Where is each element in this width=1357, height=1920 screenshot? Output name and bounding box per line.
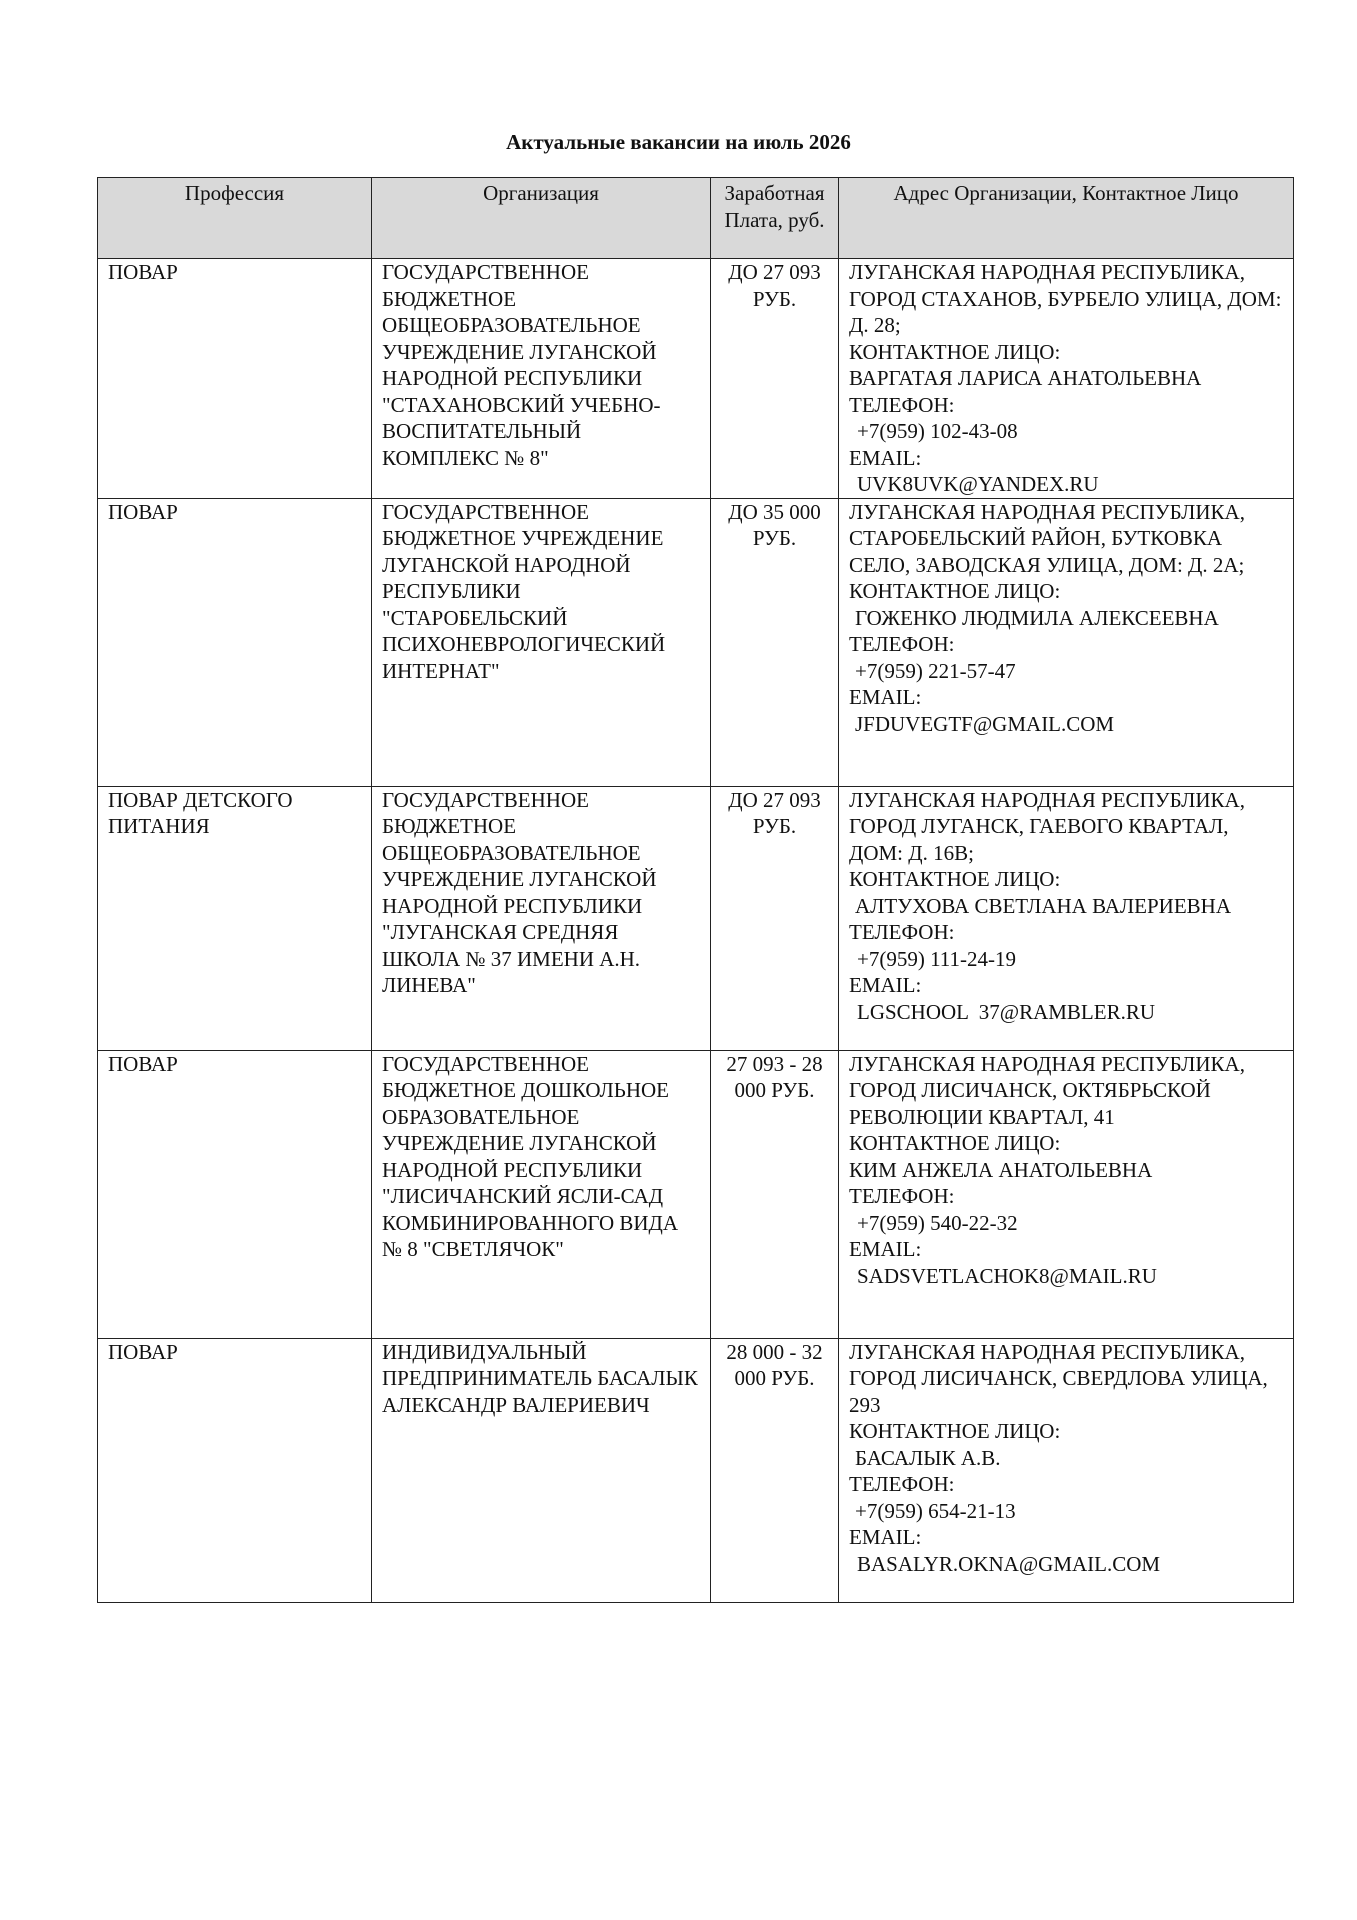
phone-label: ТЕЛЕФОН: xyxy=(849,632,955,656)
phone-label: ТЕЛЕФОН: xyxy=(849,392,955,417)
table-row xyxy=(98,1050,1294,1338)
contact-person: ВАРГАТАЯ ЛАРИСА АНАТОЛЬЕВНА xyxy=(849,366,1202,390)
email-label: EMAIL: xyxy=(849,445,922,470)
phone-number: +7(959) 540-22-32 xyxy=(857,1210,1018,1235)
cell-salary: 27 093 - 28 000 РУБ. xyxy=(711,1050,839,1338)
contact-label: КОНТАКТНОЕ ЛИЦО: xyxy=(849,1131,1061,1155)
table-row xyxy=(98,1338,1294,1602)
cell-organization: ГОСУДАРСТВЕННОЕ БЮДЖЕТНОЕ ДОШКОЛЬНОЕ ОБРАЗОВАТЕЛЬНОЕ УЧРЕЖДЕНИЕ ЛУГАНСКОЙ НАРОДНОЙ РЕСПУБЛИКИ "ЛИСИЧАНСКИЙ ЯСЛИ-САД КОМБИНИРОВАННОГО ВИДА № 8 "СВЕТЛЯЧОК" xyxy=(372,1050,711,1338)
phone-number: +7(959) 102-43-08 xyxy=(857,419,1018,443)
email-label: EMAIL: xyxy=(849,1237,922,1261)
cell-address-contact xyxy=(839,786,1294,1050)
address-text: ЛУГАНСКАЯ НАРОДНАЯ РЕСПУБЛИКА, ГОРОД СТАХАНОВ, БУРБЕЛО УЛИЦА, ДОМ: Д. 28; xyxy=(849,260,1282,337)
cell-salary: ДО 27 093 РУБ. xyxy=(711,786,839,1050)
column-header-organization: Организация xyxy=(372,178,711,259)
table-row xyxy=(98,786,1294,1050)
email-address: LGSCHOOL 37@RAMBLER.RU xyxy=(857,999,1155,1024)
cell-profession: ПОВАР xyxy=(98,498,372,786)
cell-profession: ПОВАР ДЕТСКОГО ПИТАНИЯ xyxy=(98,786,372,1050)
contact-label: КОНТАКТНОЕ ЛИЦО: xyxy=(849,579,1061,603)
phone-label: ТЕЛЕФОН: xyxy=(849,1472,955,1496)
address-text: ЛУГАНСКАЯ НАРОДНАЯ РЕСПУБЛИКА, ГОРОД ЛИСИЧАНСК, СВЕРДЛОВА УЛИЦА, 293 xyxy=(849,1339,1268,1417)
table-row xyxy=(98,498,1294,786)
email-address: UVK8UVK@YANDEX.RU xyxy=(857,472,1099,496)
contact-person: БАСАЛЫК А.В. xyxy=(855,1445,1001,1470)
address-text: ЛУГАНСКАЯ НАРОДНАЯ РЕСПУБЛИКА, ГОРОД ЛИСИЧАНСК, ОКТЯБРЬСКОЙ РЕВОЛЮЦИИ КВАРТАЛ, 41 xyxy=(849,1051,1245,1129)
phone-label: ТЕЛЕФОН: xyxy=(849,920,955,944)
email-address: BASALYR.OKNA@GMAIL.COM xyxy=(857,1551,1161,1576)
cell-salary: ДО 27 093 РУБ. xyxy=(711,259,839,499)
email-address: JFDUVEGTF@GMAIL.COM xyxy=(855,711,1115,736)
cell-address-contact xyxy=(839,259,1294,499)
contact-person: АЛТУХОВА СВЕТЛАНА ВАЛЕРИЕВНА xyxy=(855,893,1232,918)
column-header-profession: Профессия xyxy=(98,178,372,259)
phone-label: ТЕЛЕФОН: xyxy=(849,1184,955,1208)
column-header-salary: Заработная Плата, руб. xyxy=(711,178,839,259)
email-label: EMAIL: xyxy=(849,685,922,709)
cell-profession: ПОВАР xyxy=(98,1338,372,1602)
address-text: ЛУГАНСКАЯ НАРОДНАЯ РЕСПУБЛИКА, ГОРОД ЛУГАНСК, ГАЕВОГО КВАРТАЛ, ДОМ: Д. 16В; xyxy=(849,787,1245,865)
email-label: EMAIL: xyxy=(849,973,922,997)
email-address: SADSVETLACHOK8@MAIL.RU xyxy=(857,1263,1157,1288)
cell-profession: ПОВАР xyxy=(98,1050,372,1338)
contact-label: КОНТАКТНОЕ ЛИЦО: xyxy=(849,867,1061,891)
column-header-address: Адрес Организации, Контактное Лицо xyxy=(839,178,1294,259)
cell-organization: ГОСУДАРСТВЕННОЕ БЮДЖЕТНОЕ ОБЩЕОБРАЗОВАТЕЛЬНОЕ УЧРЕЖДЕНИЕ ЛУГАНСКОЙ НАРОДНОЙ РЕСПУБЛИКИ "ЛУГАНСКАЯ СРЕДНЯЯ ШКОЛА № 37 ИМЕНИ А.Н. ЛИНЕВА" xyxy=(372,786,711,1050)
cell-salary: 28 000 - 32 000 РУБ. xyxy=(711,1338,839,1602)
address-text: ЛУГАНСКАЯ НАРОДНАЯ РЕСПУБЛИКА, СТАРОБЕЛЬСКИЙ РАЙОН, БУТКОВКА СЕЛО, ЗАВОДСКАЯ УЛИЦА, ДОМ: Д. 2А; xyxy=(849,499,1245,577)
contact-person: КИМ АНЖЕЛА АНАТОЛЬЕВНА xyxy=(849,1157,1153,1182)
cell-organization: ИНДИВИДУАЛЬНЫЙ ПРЕДПРИНИМАТЕЛЬ БАСАЛЫК АЛЕКСАНДР ВАЛЕРИЕВИЧ xyxy=(372,1338,711,1602)
cell-organization: ГОСУДАРСТВЕННОЕ БЮДЖЕТНОЕ УЧРЕЖДЕНИЕ ЛУГАНСКОЙ НАРОДНОЙ РЕСПУБЛИКИ "СТАРОБЕЛЬСКИЙ ПСИХОНЕВРОЛОГИЧЕСКИЙ ИНТЕРНАТ" xyxy=(372,498,711,786)
phone-number: +7(959) 654-21-13 xyxy=(855,1498,1016,1523)
table-header-row xyxy=(98,178,1294,259)
cell-salary: ДО 35 000 РУБ. xyxy=(711,498,839,786)
contact-label: КОНТАКТНОЕ ЛИЦО: xyxy=(849,1419,1061,1443)
cell-profession: ПОВАР xyxy=(98,259,372,499)
phone-number: +7(959) 111-24-19 xyxy=(857,946,1017,971)
email-label: EMAIL: xyxy=(849,1525,922,1549)
cell-organization: ГОСУДАРСТВЕННОЕ БЮДЖЕТНОЕ ОБЩЕОБРАЗОВАТЕЛЬНОЕ УЧРЕЖДЕНИЕ ЛУГАНСКОЙ НАРОДНОЙ РЕСПУБЛИКИ "СТАХАНОВСКИЙ УЧЕБНО-ВОСПИТАТЕЛЬНЫЙ КОМПЛЕКС № 8" xyxy=(372,259,711,499)
cell-address-contact xyxy=(839,1050,1294,1338)
page-title: Актуальные вакансии на июль 2026 xyxy=(506,130,851,154)
contact-label: КОНТАКТНОЕ ЛИЦО: xyxy=(849,339,1061,364)
cell-address-contact xyxy=(839,498,1294,786)
cell-address-contact xyxy=(839,1338,1294,1602)
table-row xyxy=(98,259,1294,499)
vacancies-table xyxy=(97,177,1294,1603)
contact-person: ГОЖЕНКО ЛЮДМИЛА АЛЕКСЕЕВНА xyxy=(855,605,1219,630)
phone-number: +7(959) 221-57-47 xyxy=(855,658,1016,683)
